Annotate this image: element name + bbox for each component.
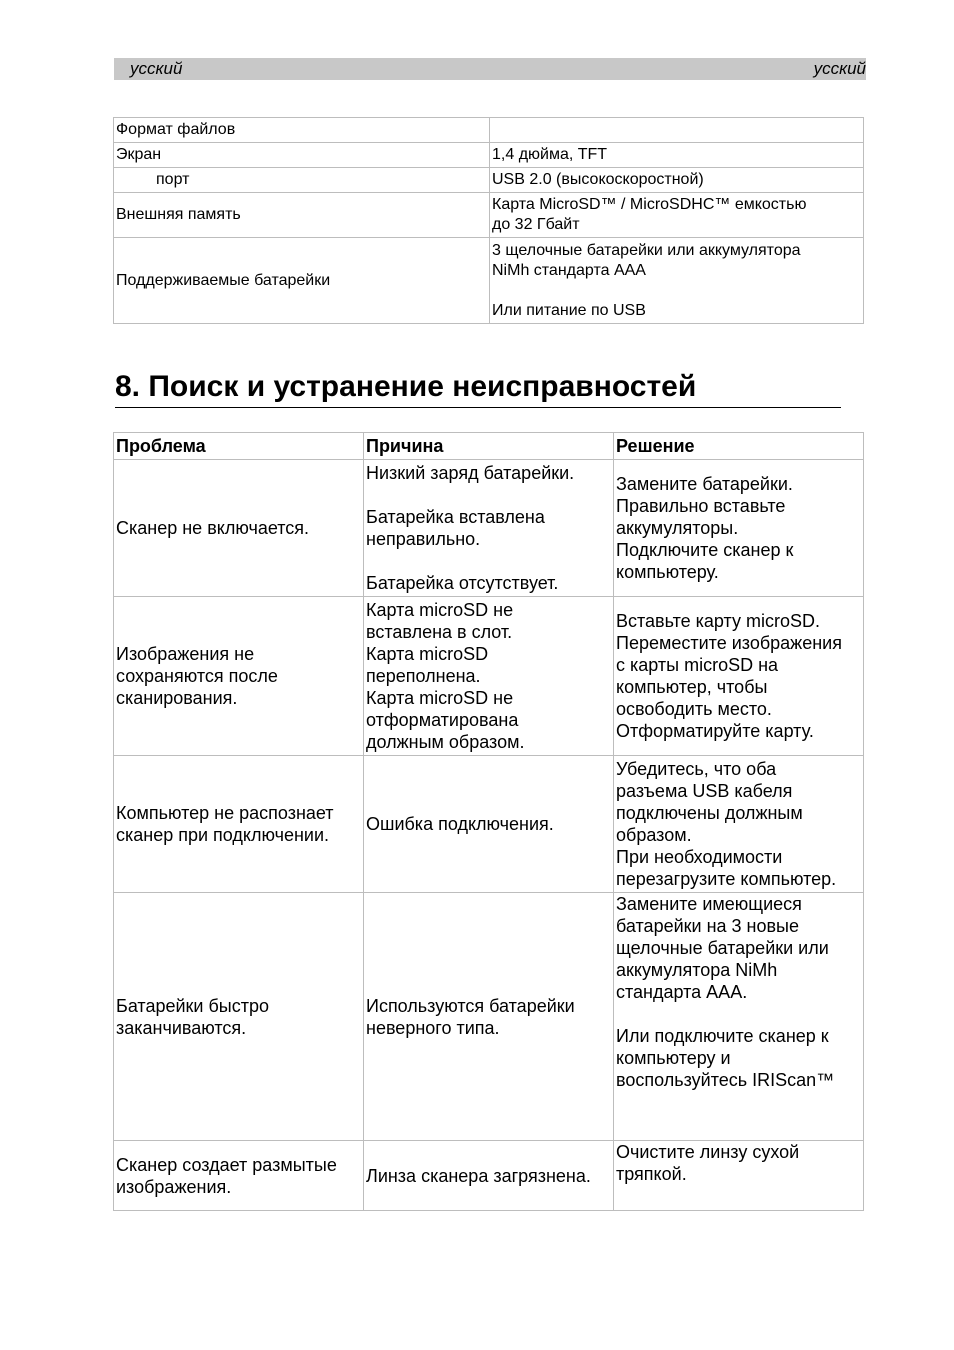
cell-line: Карта microSD не [366, 688, 514, 708]
page-header-bar [114, 58, 866, 80]
spec-value [490, 118, 864, 143]
cell-spacer [616, 1003, 861, 1025]
cell-line: сохраняются после [116, 666, 278, 686]
spec-value-spacer [492, 281, 861, 301]
cause-cell [364, 1141, 614, 1211]
cell-line: Правильно вставьте [616, 496, 786, 516]
cell-line: Низкий заряд батарейки. [366, 463, 575, 483]
cause-cell [364, 893, 614, 1141]
solution-cell [614, 597, 864, 756]
cell-line: Изображения не [116, 644, 255, 664]
cell-line: образом. [616, 825, 692, 845]
cell-line: Убедитесь, что оба [616, 759, 777, 779]
spec-row-port [114, 168, 864, 193]
cell-line: воспользуйтесь IRIScan™ [616, 1070, 835, 1090]
cell-line: батарейки на 3 новые [616, 916, 799, 936]
column-header-problem: Проблема [114, 433, 364, 460]
cell-line: Карта microSD не [366, 600, 514, 620]
spec-row-file-format [114, 118, 864, 143]
cell-line: сканирования. [116, 688, 238, 708]
problem-cell [114, 893, 364, 1141]
cell-line: сканер при подключении. [116, 825, 330, 845]
spec-value-line: NiMh стандарта AAA [492, 261, 646, 279]
solution-cell [614, 893, 864, 1141]
cell-line: подключены должным [616, 803, 803, 823]
header-language-right: усский [813, 59, 866, 78]
spec-value [490, 238, 864, 324]
cell-line: Компьютер не распознает [116, 803, 334, 823]
cell-line: Отформатируйте карту. [616, 721, 814, 741]
cell-line: компьютеру. [616, 562, 719, 582]
spec-label: Внешняя память [114, 193, 490, 238]
cause-cell [364, 756, 614, 893]
header-language-left: усский [130, 59, 183, 78]
cause-cell [364, 597, 614, 756]
cell-line: щелочные батарейки или [616, 938, 829, 958]
problem-cell [114, 460, 364, 597]
cell-line: неверного типа. [366, 1017, 500, 1038]
cell-line: Батарейки быстро [116, 995, 269, 1016]
table-header-row [114, 433, 864, 460]
cell-line: вставлена в слот. [366, 622, 513, 642]
table-row [114, 460, 864, 597]
cell-line: Замените имеющиеся [616, 894, 802, 914]
cell-spacer [366, 550, 611, 572]
cell-line: разъема USB кабеля [616, 781, 793, 801]
cell-line: тряпкой. [616, 1164, 687, 1184]
cell-line: При необходимости [616, 847, 783, 867]
spec-value-line: до 32 Гбайт [492, 216, 580, 233]
spec-row-screen [114, 143, 864, 168]
cell-line: Карта microSD [366, 644, 489, 664]
solution-cell [614, 1141, 864, 1211]
cell-line: отформатирована [366, 710, 519, 730]
cell-line: Вставьте карту microSD. [616, 611, 820, 631]
cell-line: Ошибка подключения. [366, 814, 554, 834]
spec-row-batteries [114, 238, 864, 324]
specifications-table [113, 117, 864, 324]
spec-label: порт [114, 168, 490, 193]
cell-line: освободить место. [616, 699, 772, 719]
cell-line: Подключите сканер к [616, 540, 794, 560]
troubleshooting-table [113, 432, 864, 1211]
cell-line: компьютеру и [616, 1048, 731, 1068]
column-header-solution: Решение [614, 433, 864, 460]
cell-line: должным образом. [366, 732, 525, 752]
cell-line: аккумуляторы. [616, 518, 739, 538]
spec-row-external-memory [114, 193, 864, 238]
problem-cell [114, 756, 364, 893]
cell-line: аккумулятора NiMh [616, 960, 778, 980]
cell-line: перезагрузите компьютер. [616, 869, 837, 889]
table-row [114, 756, 864, 893]
spec-value-line: Или питание по USB [492, 301, 646, 319]
cell-line: переполнена. [366, 666, 481, 686]
problem-cell [114, 1141, 364, 1211]
spec-value-line: 3 щелочные батарейки или аккумулятора [492, 241, 801, 259]
spec-value [490, 168, 864, 193]
cell-line: Очистите линзу сухой [616, 1142, 800, 1162]
cell-line: неправильно. [366, 529, 481, 549]
cell-line: Сканер не включается. [116, 518, 310, 538]
cell-line: заканчиваются. [116, 1017, 247, 1038]
section-title: 8. Поиск и устранение неисправностей [115, 368, 841, 408]
spec-value-line: 1,4 дюйма, TFT [492, 146, 608, 163]
cell-line: Батарейка вставлена [366, 507, 545, 527]
cell-line: с карты microSD на [616, 655, 779, 675]
table-row [114, 1141, 864, 1211]
table-row [114, 893, 864, 1141]
cause-cell [364, 460, 614, 597]
cell-line: Батарейка отсутствует. [366, 573, 559, 593]
problem-cell [114, 597, 364, 756]
cell-line: компьютер, чтобы [616, 677, 768, 697]
solution-cell [614, 460, 864, 597]
table-row [114, 597, 864, 756]
spec-value [490, 193, 864, 238]
solution-cell [614, 756, 864, 893]
cell-line: Используются батарейки [366, 995, 575, 1016]
spec-label: Поддерживаемые батарейки [114, 238, 490, 324]
spec-value-line: USB 2.0 (высокоскоростной) [492, 171, 704, 188]
cell-line: Переместите изображения [616, 633, 842, 653]
cell-line: Линза сканера загрязнена. [366, 1165, 591, 1186]
spec-value [490, 143, 864, 168]
cell-line: стандарта AAA. [616, 982, 748, 1002]
cell-line: изображения. [116, 1176, 232, 1197]
cell-spacer [366, 484, 611, 506]
spec-label: Формат файлов [114, 118, 490, 143]
cell-line: Замените батарейки. [616, 474, 793, 494]
spec-value-line: Карта MicroSD™ / MicroSDHC™ емкостью [492, 196, 807, 213]
cell-line: Сканер создает размытые [116, 1154, 337, 1175]
cell-line: Или подключите сканер к [616, 1026, 829, 1046]
spec-label: Экран [114, 143, 490, 168]
column-header-cause: Причина [364, 433, 614, 460]
